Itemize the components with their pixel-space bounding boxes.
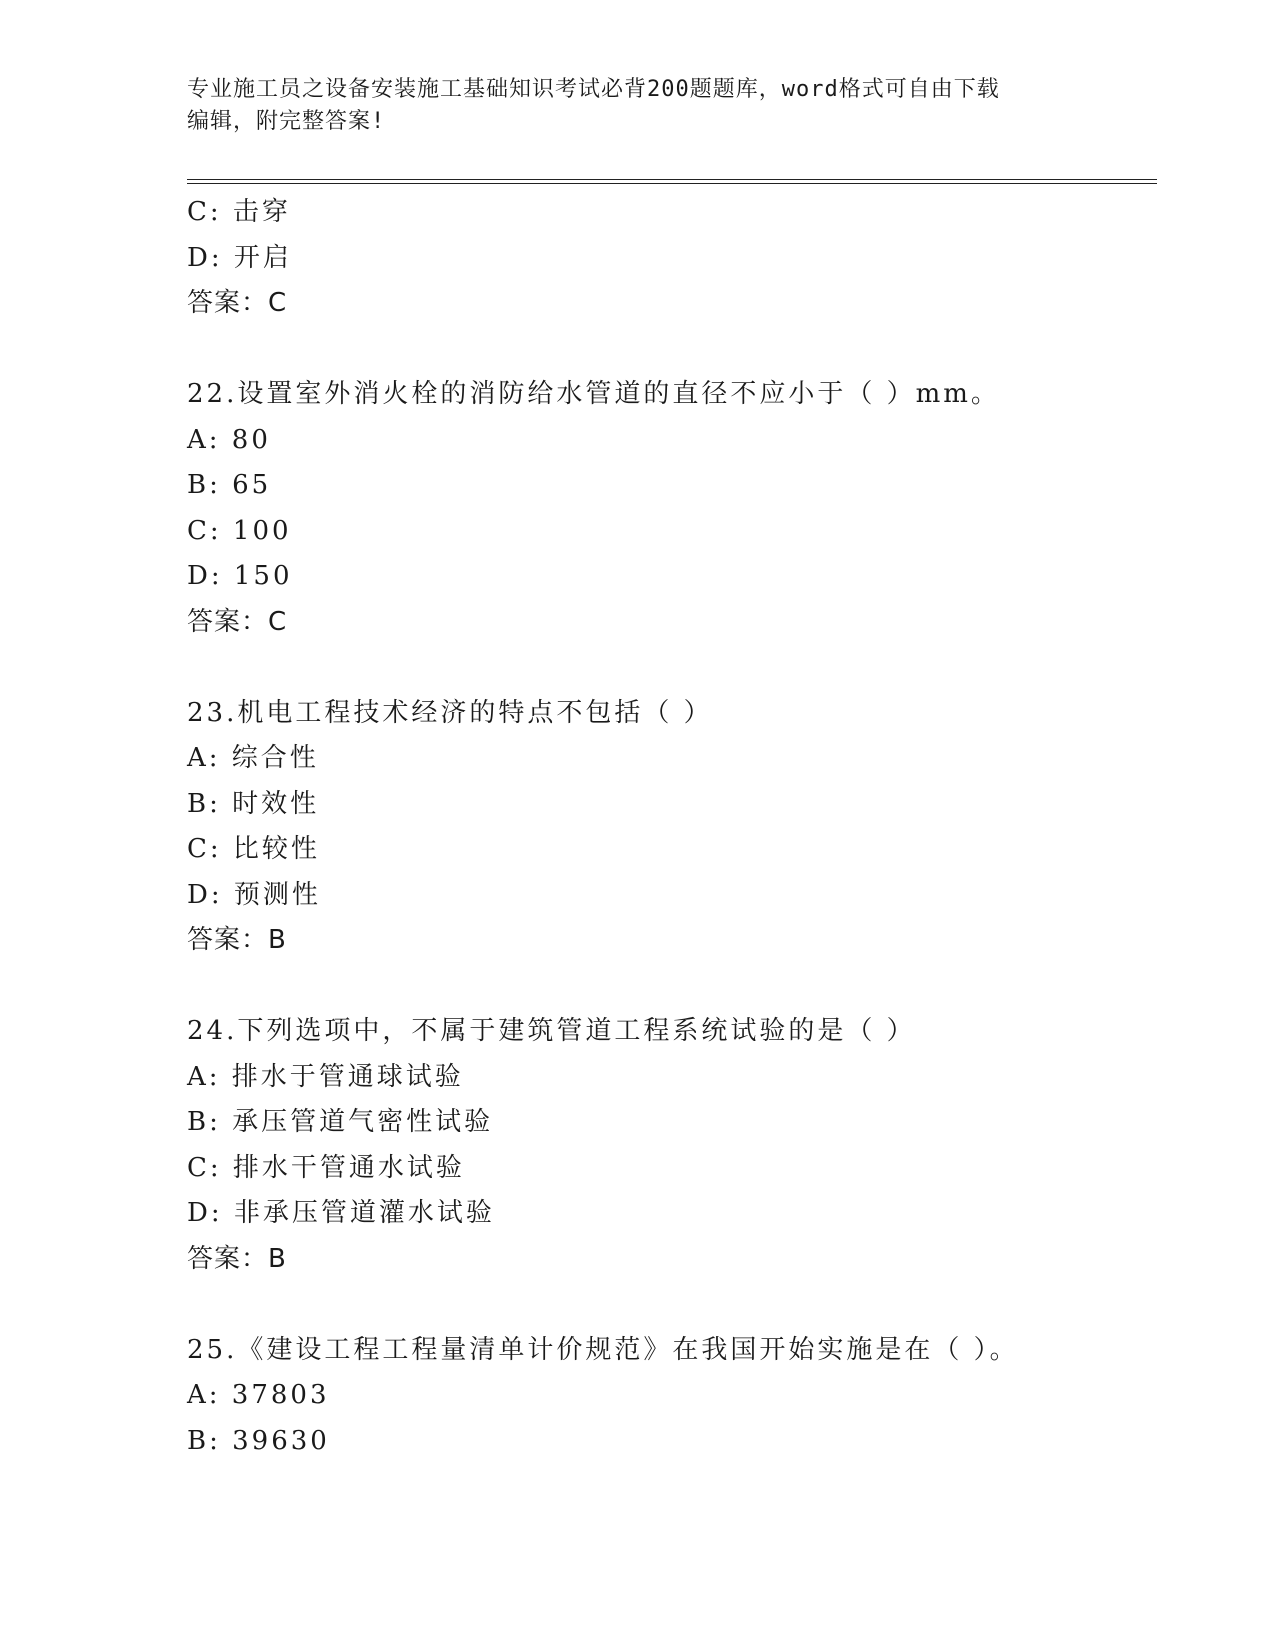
question-stem: 25.《建设工程工程量清单计价规范》在我国开始实施是在（ ）。	[187, 1334, 1019, 1365]
option-a: A: 37803	[187, 1380, 330, 1410]
option-d: D: 开启	[187, 242, 292, 273]
option-a: A: 综合性	[187, 743, 319, 773]
option-b: B: 承压管道气密性试验	[187, 1107, 494, 1137]
answer-line: 答案：B	[187, 925, 287, 955]
option-b: B: 时效性	[187, 788, 320, 819]
question-stem: 23.机电工程技术经济的特点不包括（ ）	[187, 697, 713, 728]
option-b: B: 39630	[187, 1425, 330, 1456]
option-c: C: 击穿	[187, 197, 291, 227]
header-title-line-1: 专业施工员之设备安装施工基础知识考试必背200题题库，word格式可自由下载	[187, 77, 1000, 102]
option-d: D: 非承压管道灌水试验	[187, 1198, 495, 1228]
option-c: C: 排水干管通水试验	[187, 1152, 465, 1183]
option-c: C: 100	[187, 515, 292, 546]
answer-line: 答案：B	[187, 1243, 287, 1274]
option-a: A: 排水于管通球试验	[187, 1061, 464, 1092]
answer-line: 答案：C	[187, 288, 288, 318]
question-stem: 24.下列选项中，不属于建筑管道工程系统试验的是（ ）	[187, 1016, 916, 1046]
header-divider	[187, 179, 1157, 184]
option-c: C: 比较性	[187, 834, 320, 864]
question-stem: 22.设置室外消火栓的消防给水管道的直径不应小于（ ）mm。	[187, 379, 1000, 409]
option-d: D: 预测性	[187, 879, 321, 910]
option-d: D: 150	[187, 561, 293, 591]
document-header	[187, 74, 1077, 138]
question-list	[187, 190, 1147, 1464]
option-b: B: 65	[187, 470, 272, 500]
answer-line: 答案：C	[187, 606, 288, 637]
option-a: A: 80	[187, 424, 271, 455]
header-title-line-2: 编辑，附完整答案!	[187, 109, 386, 134]
